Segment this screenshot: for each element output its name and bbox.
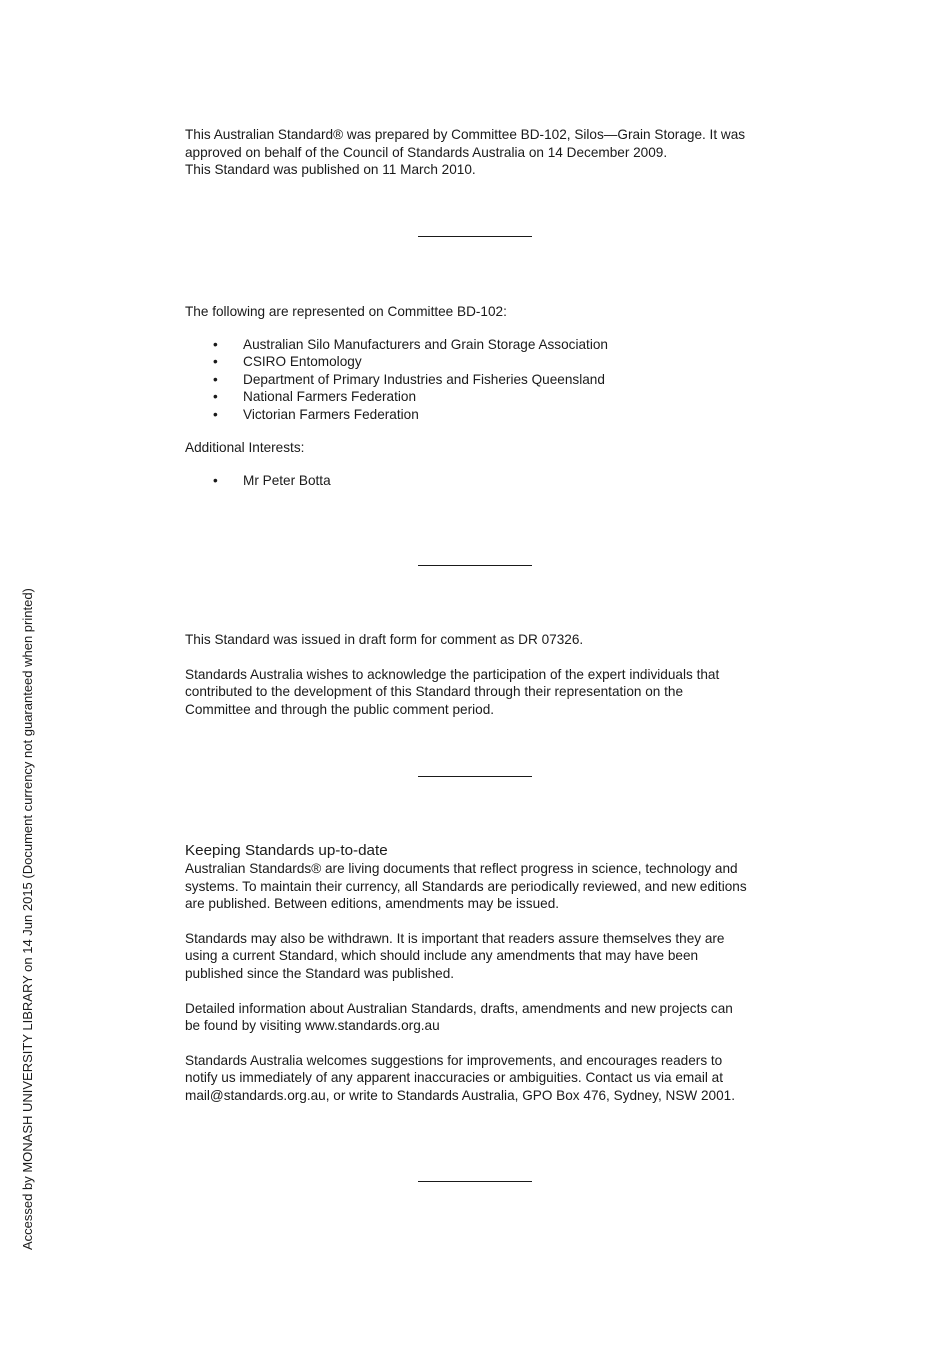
paragraph-line: Australian Standards® are living documents that reflect progress in science, technology and bbox=[185, 861, 738, 876]
draft-issued-note: This Standard was issued in draft form for comment as DR 07326. bbox=[185, 632, 584, 647]
paragraph-line: Standards may also be withdrawn. It is important that readers assure themselves they are bbox=[185, 930, 725, 946]
committee-member: Australian Silo Manufacturers and Grain Storage Association bbox=[243, 336, 608, 352]
list-item bbox=[185, 472, 785, 490]
section-heading: Keeping Standards up-to-date bbox=[185, 842, 388, 859]
committee-member: CSIRO Entomology bbox=[243, 354, 362, 370]
bullet-icon: • bbox=[213, 336, 218, 352]
committee-member-list bbox=[185, 336, 785, 424]
section-divider-1 bbox=[418, 236, 532, 237]
paragraph-line: Detailed information about Australian Standards, drafts, amendments and new projects can bbox=[185, 1000, 733, 1016]
acknowledgement-paragraph bbox=[185, 666, 785, 719]
committee-section bbox=[185, 303, 785, 490]
additional-interests-label: Additional Interests: bbox=[185, 439, 305, 455]
bullet-icon: • bbox=[213, 406, 218, 422]
committee-member: Department of Primary Industries and Fisheries Queensland bbox=[243, 371, 605, 387]
preparation-line-2: approved on behalf of the Council of Standards Australia on 14 December 2009. bbox=[185, 144, 668, 160]
additional-interests-list bbox=[185, 472, 785, 490]
section-divider-2 bbox=[418, 565, 532, 566]
paragraph-line: using a current Standard, which should include any amendments that may have been bbox=[185, 948, 699, 964]
paragraph-line: be found by visiting www.standards.org.au bbox=[185, 1018, 440, 1034]
keeping-standards-section bbox=[185, 842, 785, 1105]
paragraph-withdrawn bbox=[185, 930, 785, 983]
list-item bbox=[185, 388, 785, 406]
paragraph-living-documents bbox=[185, 860, 785, 913]
paragraph-line: mail@standards.org.au, or write to Standards Australia, GPO Box 476, Sydney, NSW 2001. bbox=[185, 1087, 736, 1103]
paragraph-line: published since the Standard was published. bbox=[185, 965, 455, 981]
list-item bbox=[185, 336, 785, 354]
publication-line: This Standard was published on 11 March 2010. bbox=[185, 162, 476, 178]
preparation-note bbox=[185, 126, 785, 179]
bullet-icon: • bbox=[213, 371, 218, 387]
paragraph-line: Standards Australia welcomes suggestions for improvements, and encourages readers to bbox=[185, 1052, 723, 1068]
paragraph-line: notify us immediately of any apparent inaccuracies or ambiguities. Contact us via email at bbox=[185, 1070, 723, 1086]
list-item bbox=[185, 406, 785, 424]
paragraph-contact bbox=[185, 1052, 785, 1105]
bullet-icon: • bbox=[213, 389, 218, 405]
section-divider-3 bbox=[418, 776, 532, 777]
list-item bbox=[185, 353, 785, 371]
preparation-line-1: This Australian Standard® was prepared by Committee BD-102, Silos—Grain Storage. It was bbox=[185, 127, 746, 142]
additional-interest: Mr Peter Botta bbox=[243, 473, 331, 489]
acknowledgement-line: contributed to the development of this Standard through their representation on the bbox=[185, 684, 684, 700]
access-side-note: Accessed by MONASH UNIVERSITY LIBRARY on 14 Jun 2015 (Document currency not guaranteed when printed) bbox=[20, 588, 35, 1250]
paragraph-line: are published. Between editions, amendments may be issued. bbox=[185, 896, 560, 912]
section-divider-4 bbox=[418, 1181, 532, 1182]
acknowledgement-line: Standards Australia wishes to acknowledge the participation of the expert individuals that bbox=[185, 666, 720, 682]
list-item bbox=[185, 371, 785, 389]
bullet-icon: • bbox=[213, 473, 218, 489]
bullet-icon: • bbox=[213, 354, 218, 370]
committee-intro: The following are represented on Committee BD-102: bbox=[185, 304, 507, 319]
paragraph-website-info bbox=[185, 1000, 785, 1035]
draft-section bbox=[185, 631, 785, 718]
committee-member: National Farmers Federation bbox=[243, 389, 417, 405]
committee-member: Victorian Farmers Federation bbox=[243, 406, 419, 422]
acknowledgement-line: Committee and through the public comment period. bbox=[185, 701, 495, 717]
paragraph-line: systems. To maintain their currency, all Standards are periodically reviewed, and new editions bbox=[185, 878, 747, 894]
